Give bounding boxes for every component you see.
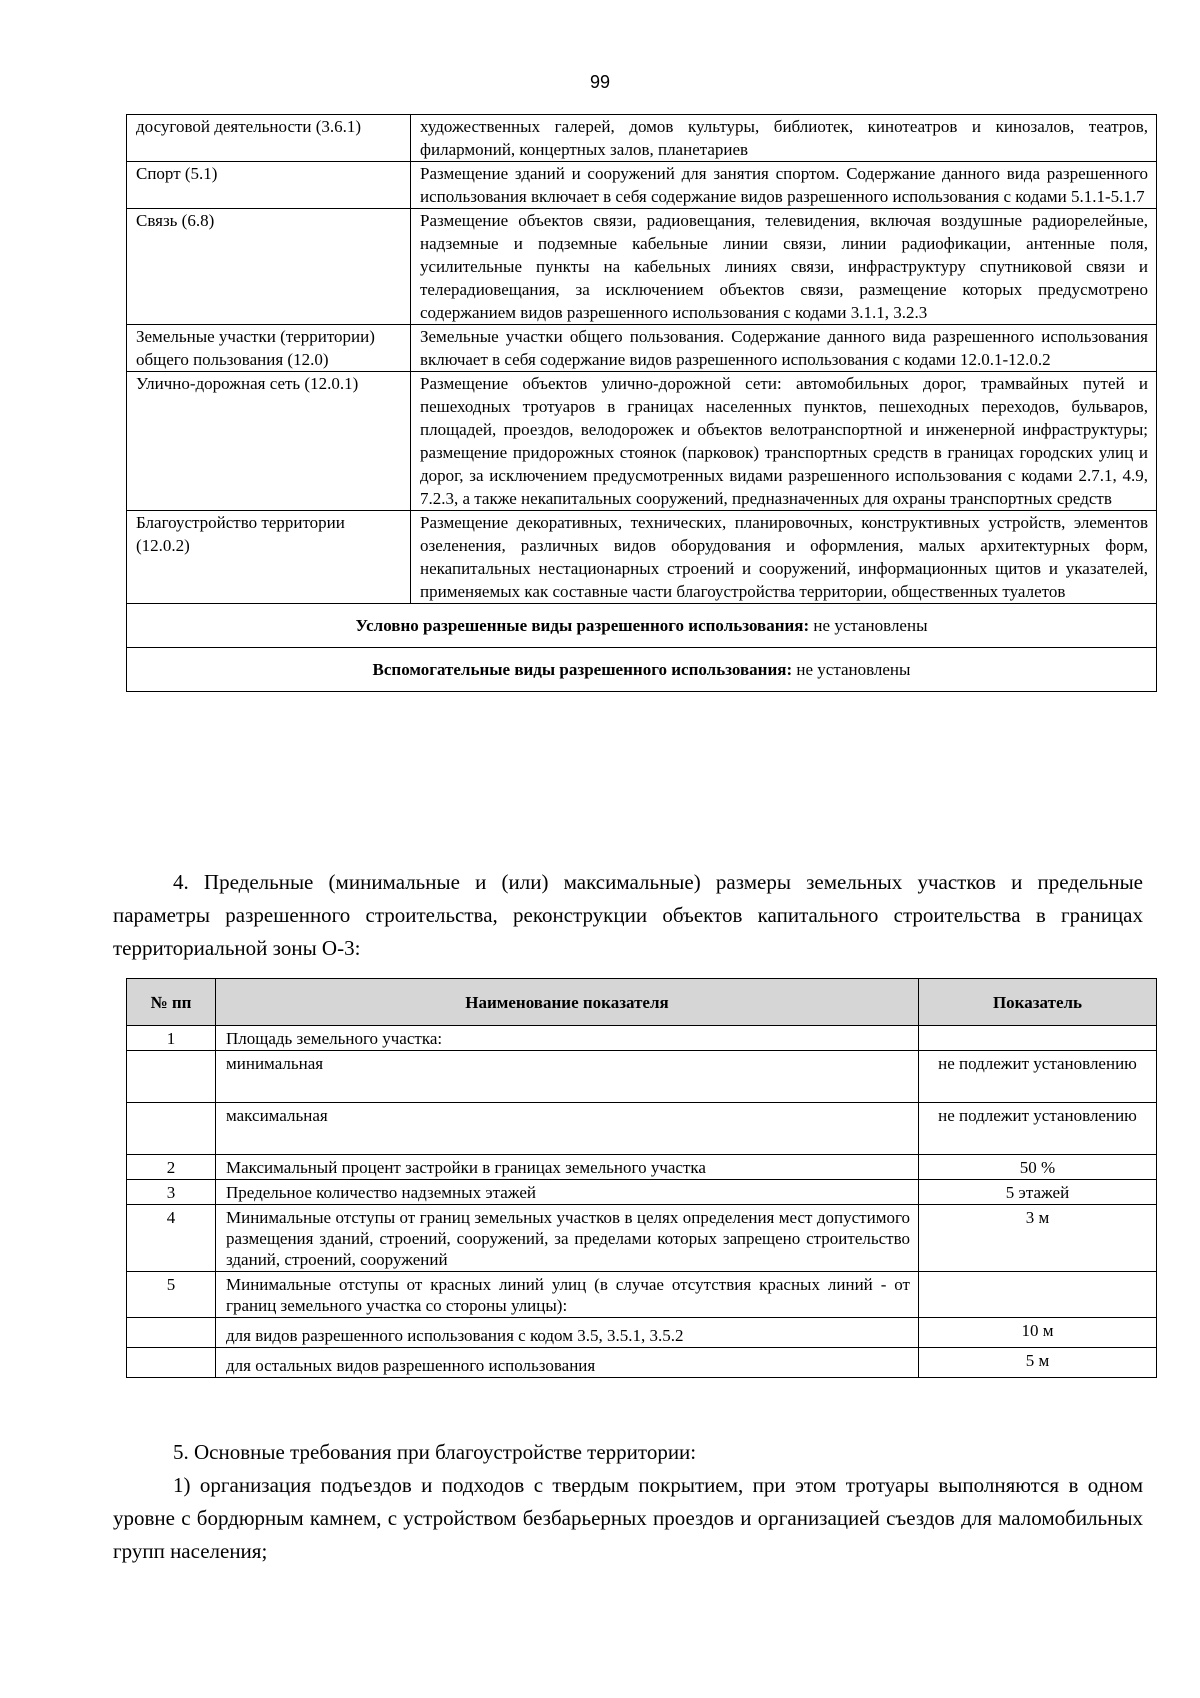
table-row <box>127 372 1157 511</box>
section-5-item-1: 1) организация подъездов и подходов с твердым покрытием, при этом тротуары выполняются в одном уровне с бордюрным камнем, с устройством безбарьерных проездов и организацией съездов для маломобильных групп населения; <box>113 1473 1143 1563</box>
table-row <box>127 1180 1157 1205</box>
param-name: минимальная <box>216 1051 919 1103</box>
param-name: Предельное количество надземных этажей <box>216 1180 919 1205</box>
param-num: 3 <box>127 1180 216 1205</box>
param-name: Максимальный процент застройки в границах земельного участка <box>216 1155 919 1180</box>
table-row <box>127 511 1157 604</box>
use-description-cell: Размещение декоративных, технических, планировочных, конструктивных устройств, элементов озеленения, различных видов оборудования и оформления, малых архитектурных форм, некапитальных нестационарных строений и сооружений, информационных щитов и указателей, применяемых как составные части благоустройства территории, общественных туалетов <box>411 511 1157 604</box>
auxiliary-uses-label: Вспомогательные виды разрешенного использования: <box>372 660 793 679</box>
param-value: 5 этажей <box>919 1180 1157 1205</box>
param-num: 5 <box>127 1272 216 1318</box>
table-header-row <box>127 979 1157 1026</box>
conditional-uses-cell <box>127 604 1157 648</box>
table-row <box>127 1051 1157 1103</box>
page-number: 99 <box>589 72 611 92</box>
section-5-title: 5. Основные требования при благоустройстве территории: <box>173 1440 697 1464</box>
use-name-cell: Спорт (5.1) <box>127 162 411 209</box>
param-num: 2 <box>127 1155 216 1180</box>
auxiliary-uses-cell <box>127 648 1157 692</box>
table-row <box>127 1026 1157 1051</box>
param-value <box>919 1272 1157 1318</box>
param-name: Минимальные отступы от красных линий улиц (в случае отсутствия красных линий - от границ земельного участка со стороны улицы): <box>216 1272 919 1318</box>
parameters-table <box>126 978 1157 1378</box>
param-name: Площадь земельного участка: <box>216 1026 919 1051</box>
table-row <box>127 115 1157 162</box>
param-num <box>127 1051 216 1103</box>
conditional-uses-value: не установлены <box>809 616 928 635</box>
auxiliary-uses-row <box>127 648 1157 692</box>
use-name-cell: Земельные участки (территории) общего пользования (12.0) <box>127 325 411 372</box>
table-row <box>127 325 1157 372</box>
param-num <box>127 1318 216 1348</box>
param-num: 4 <box>127 1205 216 1272</box>
header-value: Показатель <box>919 979 1157 1026</box>
conditional-uses-row <box>127 604 1157 648</box>
param-name: для видов разрешенного использования с кодом 3.5, 3.5.1, 3.5.2 <box>216 1318 919 1348</box>
param-value: не подлежит установлению <box>919 1103 1157 1155</box>
use-description-cell: Размещение объектов связи, радиовещания, телевидения, включая воздушные радиорелейные, надземные и подземные кабельные линии связи, линии радиофикации, антенные поля, усилительные пункты на кабельных линиях связи, инфраструктуру спутниковой связи и телерадиовещания, за исключением объектов связи, размещение которых предусмотрено содержанием видов разрешенного использования с кодами 3.1.1, 3.2.3 <box>411 209 1157 325</box>
param-name: Минимальные отступы от границ земельных участков в целях определения мест допустимого размещения зданий, строений, сооружений, за пределами которых запрещено строительство зданий, строений, сооружений <box>216 1205 919 1272</box>
param-name: для остальных видов разрешенного использования <box>216 1348 919 1378</box>
table-row <box>127 1103 1157 1155</box>
use-name-cell: Улично-дорожная сеть (12.0.1) <box>127 372 411 511</box>
param-name: максимальная <box>216 1103 919 1155</box>
table-row <box>127 1205 1157 1272</box>
table-row <box>127 1155 1157 1180</box>
table-row <box>127 209 1157 325</box>
param-value: 10 м <box>919 1318 1157 1348</box>
param-value: 3 м <box>919 1205 1157 1272</box>
param-num: 1 <box>127 1026 216 1051</box>
param-value <box>919 1026 1157 1051</box>
table-row <box>127 162 1157 209</box>
section-4-paragraph: 4. Предельные (минимальные и (или) максимальные) размеры земельных участков и предельные параметры разрешенного строительства, реконструкции объектов капитального строительства в границах территориальной зоны О-3: <box>113 870 1143 960</box>
auxiliary-uses-value: не установлены <box>792 660 911 679</box>
table-row <box>127 1318 1157 1348</box>
param-value: 5 м <box>919 1348 1157 1378</box>
table-row <box>127 1348 1157 1378</box>
use-description-cell: Размещение объектов улично-дорожной сети: автомобильных дорог, трамвайных путей и пешеходных тротуаров в границах населенных пунктов, пешеходных переходов, бульваров, площадей, проездов, велодорожек и объектов велотранспортной и инженерной инфраструктуры; размещение придорожных стоянок (парковок) транспортных средств в границах городских улиц и дорог, за исключением предусмотренных видами разрешенного использования с кодами 2.7.1, 4.9, 7.2.3, а также некапитальных сооружений, предназначенных для охраны транспортных средств <box>411 372 1157 511</box>
header-num: № пп <box>127 979 216 1026</box>
param-num <box>127 1103 216 1155</box>
use-name-cell: Связь (6.8) <box>127 209 411 325</box>
use-description-cell: Земельные участки общего пользования. Содержание данного вида разрешенного использования включает в себя содержание видов разрешенного использования с кодами 12.0.1-12.0.2 <box>411 325 1157 372</box>
use-description-cell: художественных галерей, домов культуры, библиотек, кинотеатров и кинозалов, театров, филармоний, концертных залов, планетариев <box>411 115 1157 162</box>
use-description-cell: Размещение зданий и сооружений для занятия спортом. Содержание данного вида разрешенного использования включает в себя содержание видов разрешенного использования с кодами 5.1.1-5.1.7 <box>411 162 1157 209</box>
conditional-uses-label: Условно разрешенные виды разрешенного использования: <box>355 616 810 635</box>
param-num <box>127 1348 216 1378</box>
table-row <box>127 1272 1157 1318</box>
header-name: Наименование показателя <box>216 979 919 1026</box>
use-name-cell: досуговой деятельности (3.6.1) <box>127 115 411 162</box>
land-use-table <box>126 114 1157 692</box>
param-value: не подлежит установлению <box>919 1051 1157 1103</box>
use-name-cell: Благоустройство территории (12.0.2) <box>127 511 411 604</box>
param-value: 50 % <box>919 1155 1157 1180</box>
section-5 <box>113 1436 1143 1568</box>
